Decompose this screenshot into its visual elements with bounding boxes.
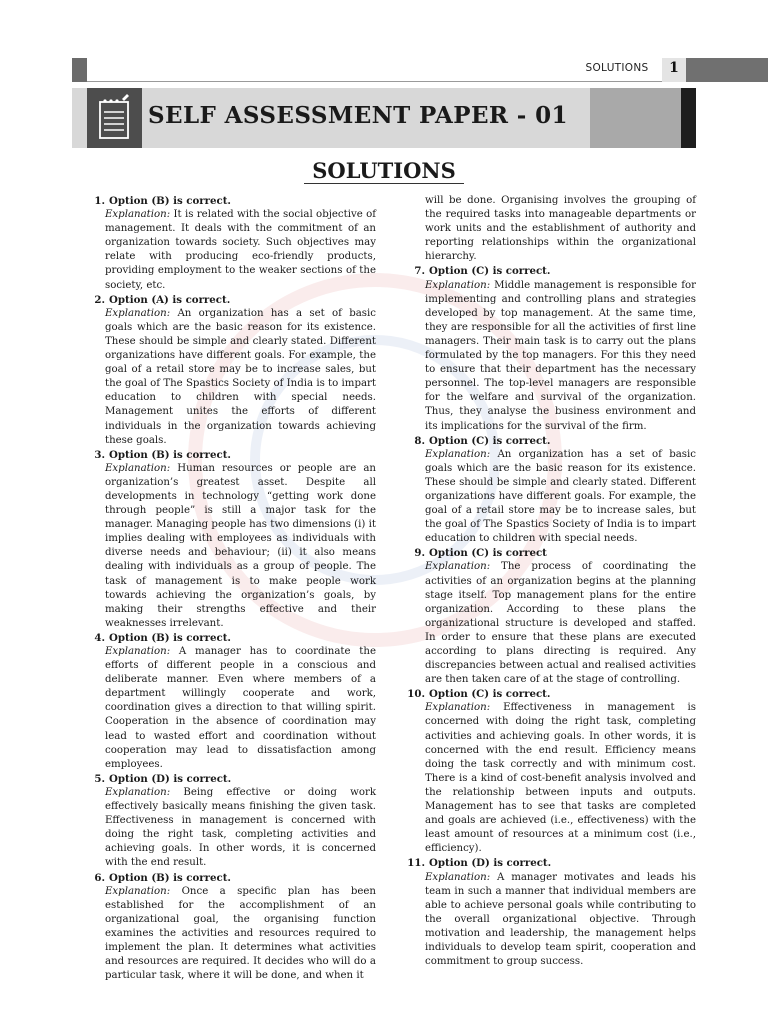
explanation-paragraph [404,279,696,434]
running-header-section: SOLUTIONS [585,62,649,74]
question-number: 10. [407,688,425,701]
banner-dark-bar [681,88,696,148]
paper-title: SELF ASSESSMENT PAPER - 01 [148,102,568,129]
solution-item [88,631,376,772]
answer-line [88,631,376,645]
header-right-block [686,58,768,82]
header-rule [87,81,685,82]
answer-line [404,264,696,278]
banner-icon-box [87,88,142,148]
correct-option: Option (B) is correct. [109,871,231,884]
answer-line [88,772,376,786]
explanation-text: Human resources or people are an organization’s greatest asset. Despite all developments in technology “getting work done through people” is still a major task for the manager. Managing people has two dimensions (i) it implies dealing with employees as individuals with diverse needs and behaviour; (ii) it also means dealing with individuals as a group of people. The task of management is to make people work towards achieving the organization’s goals, by making their strengths effective and their weaknesses irrelevant. [105,462,376,629]
explanation-label: Explanation: [105,646,171,657]
question-number: 7. [414,265,425,278]
explanation-text: Being effective or doing work effectively basically means finishing the given task. Effectiveness in management is concerned with doing the right task, completing activities and achieving goals. In other words, it is concerned with the end result. [105,786,377,869]
solution-item [404,546,696,687]
solution-item [88,448,376,631]
correct-option: Option (D) is correct. [109,772,232,785]
explanation-text: An organization has a set of basic goals which are the basic reason for its existence. These should be simple and clearly stated. Different organizations have different goals. For example, the goal of a retail store may be to increase sales, but the goal of The Spastics Society of India is to impart education to children with special needs. Management unites the efforts of different individuals in the organization towards achieving these goals. [105,307,376,446]
explanation-paragraph [404,560,696,687]
explanation-paragraph [88,208,376,293]
explanation-text: Once a specific plan has been established for the accomplishment of an organizational goal, the organising function examines the activities and resources required to implement the plan. It determines what activities and resources are required. It decides who will do a particular task, where it will be done, and when it [105,885,376,982]
explanation-paragraph [88,307,376,448]
explanation-text: Effectiveness in management is concerned with doing the right task, completing activities and achieving goals. In other words, it is concerned with the end result. Efficiency means doing the task correctly and with minimum cost. There is a kind of cost-benefit analysis involved and the relationship between inputs and outputs. Management has to see that tasks are completed and goals are achieved (i.e., effectiveness) with the least amount of resources at a minimum cost (i.e., efficiency). [425,702,696,855]
answer-line [88,293,376,307]
solution-item [404,856,696,969]
explanation-text: It is related with the social objective of management. It deals with the commitment of an organization towards society. Such objectives may relate with producing eco-friendly products, providing employment to the weaker sections of the society, etc. [105,209,376,291]
right-column [404,194,696,969]
correct-option: Option (C) is correct. [429,688,551,701]
heading-underline [304,183,464,184]
explanation-label: Explanation: [425,871,491,883]
solutions-heading: SOLUTIONS [312,158,456,183]
explanation-text: An organization has a set of basic goals which are the basic reason for its existence. These should be simple and clearly stated. Different organizations have different goals. For example, the goal of a retail store may be to increase sales, but the goal of The Spastics Society of India is to impart education to children with special needs. [425,448,696,545]
correct-option: Option (B) is correct. [109,195,231,207]
answer-line [404,856,696,870]
answer-line [88,448,376,462]
explanation-text: The process of coordinating the activities of an organization begins at the planning stage itself. Top management plans for the entire organization. According to these plans the organizational structure is developed and staffed. In order to ensure that these plans are executed according to plans directing is required. Any discrepancies between actual and realised activities are then taken care of at the stage of controlling. [425,561,696,686]
explanation-label: Explanation: [105,885,171,897]
question-number: 11. [407,857,425,870]
correct-option: Option (B) is correct. [109,631,231,644]
solution-item [88,772,376,871]
explanation-label: Explanation: [105,307,171,319]
explanation-text: A manager motivates and leads his team in such a manner that individual members are able to achieve personal goals while contributing to the overall organizational objective. Through motivation and leadership, the management helps individuals to develop team spirit, cooperation and commitment to group success. [425,871,696,968]
explanation-label: Explanation: [105,786,171,798]
explanation-paragraph [404,448,696,547]
explanation-paragraph [88,462,376,631]
question-number: 9. [414,547,425,560]
correct-option: Option (B) is correct. [109,448,231,461]
answer-line [404,687,696,701]
question-number: 2. [94,293,105,306]
explanation-label: Explanation: [105,462,171,474]
answer-line [404,434,696,448]
answer-line [88,871,376,885]
correct-option: Option (A) is correct. [109,293,231,306]
explanation-paragraph [88,885,376,984]
answer-line [88,194,376,208]
explanation-text: A manager has to coordinate the efforts of different people in a conscious and deliberate manner. Even where members of a department willingly cooperate and work, coordination gives a direction to that willing spirit. Cooperation in the absence of coordination may lead to wasted effort and coordination without cooperation may lead to dissatisfaction among employees. [105,646,376,770]
correct-option: Option (C) is correct [429,547,547,560]
header-left-block [72,58,87,82]
explanation-label: Explanation: [425,448,491,460]
question-number: 3. [94,448,105,461]
explanation-label: Explanation: [425,702,491,714]
explanation-label: Explanation: [425,561,491,573]
correct-option: Option (C) is correct. [429,265,551,278]
explanation-paragraph [404,701,696,856]
banner-grey-block [590,88,681,148]
question-number: 8. [414,434,425,447]
solution-item [404,687,696,856]
solution-item [88,194,376,293]
question-number: 6. [94,871,105,884]
solution-item [88,293,376,448]
explanation-paragraph [88,786,376,871]
continuation-text: will be done. Organising involves the grouping of the required tasks into manageable departments or work units and the establishment of authority and reporting relationships within the organizational hierarchy. [425,195,696,263]
correct-option: Option (D) is correct. [429,857,552,870]
question-number: 5. [94,772,105,785]
explanation-paragraph [88,645,376,772]
document-list-icon [87,88,142,148]
solution-item [404,264,696,433]
explanation-label: Explanation: [105,209,171,221]
answer-line [404,546,696,560]
solution-item [404,434,696,547]
correct-option: Option (C) is correct. [429,434,551,447]
explanation-label: Explanation: [425,279,491,291]
explanation-paragraph [404,871,696,970]
solution-item [88,871,376,984]
left-column [88,194,376,983]
question-number: 1. [94,195,105,207]
page-number: 1 [669,60,679,76]
question-number: 4. [94,631,105,644]
explanation-text: Middle management is responsible for implementing and controlling plans and strategies developed by top management. At the same time, they are responsible for all the activities of first line managers. Their main task is to carry out the plans formulated by the top managers. For this they need to ensure that their department has the necessary personnel. The top-level managers are responsible for the welfare and survival of the organization. Thus, they analyse the business environment and its implications for the survival of the firm. [425,279,696,432]
